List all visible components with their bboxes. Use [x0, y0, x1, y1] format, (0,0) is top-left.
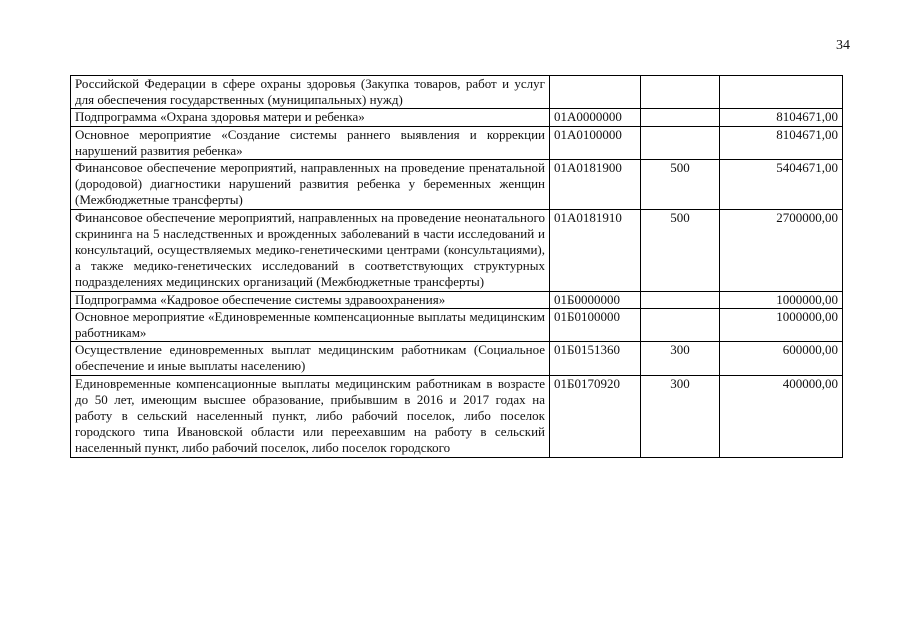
row-sum: 2700000,00: [720, 209, 843, 291]
row-expense-type: [641, 109, 720, 126]
row-code: 01Б0151360: [550, 342, 641, 375]
row-sum: 8104671,00: [720, 126, 843, 159]
row-sum: 1000000,00: [720, 291, 843, 308]
row-name: Подпрограмма «Кадровое обеспечение системы здравоохранения»: [71, 291, 550, 308]
row-code: 01А0181900: [550, 160, 641, 210]
row-name: Осуществление единовременных выплат медицинским работникам (Социальное обеспечение и иные выплаты населению): [71, 342, 550, 375]
row-sum: 1000000,00: [720, 308, 843, 341]
row-code: 01Б0000000: [550, 291, 641, 308]
table-row: [71, 342, 843, 375]
table-row: [71, 209, 843, 291]
row-code: 01А0181910: [550, 209, 641, 291]
row-name: Основное мероприятие «Единовременные компенсационные выплаты медицинским работникам»: [71, 308, 550, 341]
row-expense-type: 500: [641, 160, 720, 210]
row-expense-type: [641, 308, 720, 341]
row-expense-type: [641, 126, 720, 159]
table-row: [71, 126, 843, 159]
table-row: [71, 109, 843, 126]
page-number: 34: [836, 38, 850, 53]
table-row: [71, 76, 843, 109]
row-name: Финансовое обеспечение мероприятий, направленных на проведение неонатального скрининга на 5 наследственных и врожденных заболеваний в части исследований и консультаций, осуществляемых медико-генетическими центрами (консультациями), а также медико-генетических исследований в соответствующих структурных подразделениях медицинских организаций (Межбюджетные трансферты): [71, 209, 550, 291]
table-row: [71, 291, 843, 308]
row-code: [550, 76, 641, 109]
table-row: [71, 375, 843, 457]
row-code: 01А0000000: [550, 109, 641, 126]
row-sum: 8104671,00: [720, 109, 843, 126]
row-expense-type: [641, 76, 720, 109]
row-sum: [720, 76, 843, 109]
row-sum: 400000,00: [720, 375, 843, 457]
row-expense-type: [641, 291, 720, 308]
row-name: Единовременные компенсационные выплаты медицинским работникам в возрасте до 50 лет, имеющим высшее образование, прибывшим в 2016 и 2017 годах на работу в сельский населенный пункт, либо рабочий поселок, либо поселок городского типа Ивановской области или переехавшим на работу в сельский населенный пункт, либо рабочий поселок, либо поселок городского: [71, 375, 550, 457]
row-sum: 600000,00: [720, 342, 843, 375]
row-code: 01Б0170920: [550, 375, 641, 457]
row-expense-type: 500: [641, 209, 720, 291]
table-row: [71, 160, 843, 210]
row-name: Подпрограмма «Охрана здоровья матери и ребенка»: [71, 109, 550, 126]
row-name: Финансовое обеспечение мероприятий, направленных на проведение пренатальной (дородовой) диагностики нарушений развития ребенка у беременных женщин (Межбюджетные трансферты): [71, 160, 550, 210]
row-code: 01Б0100000: [550, 308, 641, 341]
row-name: Российской Федерации в сфере охраны здоровья (Закупка товаров, работ и услуг для обеспечения государственных (муниципальных) нужд): [71, 76, 550, 109]
row-code: 01А0100000: [550, 126, 641, 159]
row-sum: 5404671,00: [720, 160, 843, 210]
row-expense-type: 300: [641, 342, 720, 375]
row-name: Основное мероприятие «Создание системы раннего выявления и коррекции нарушений развития ребенка»: [71, 126, 550, 159]
row-expense-type: 300: [641, 375, 720, 457]
budget-table: [70, 75, 843, 458]
table-row: [71, 308, 843, 341]
